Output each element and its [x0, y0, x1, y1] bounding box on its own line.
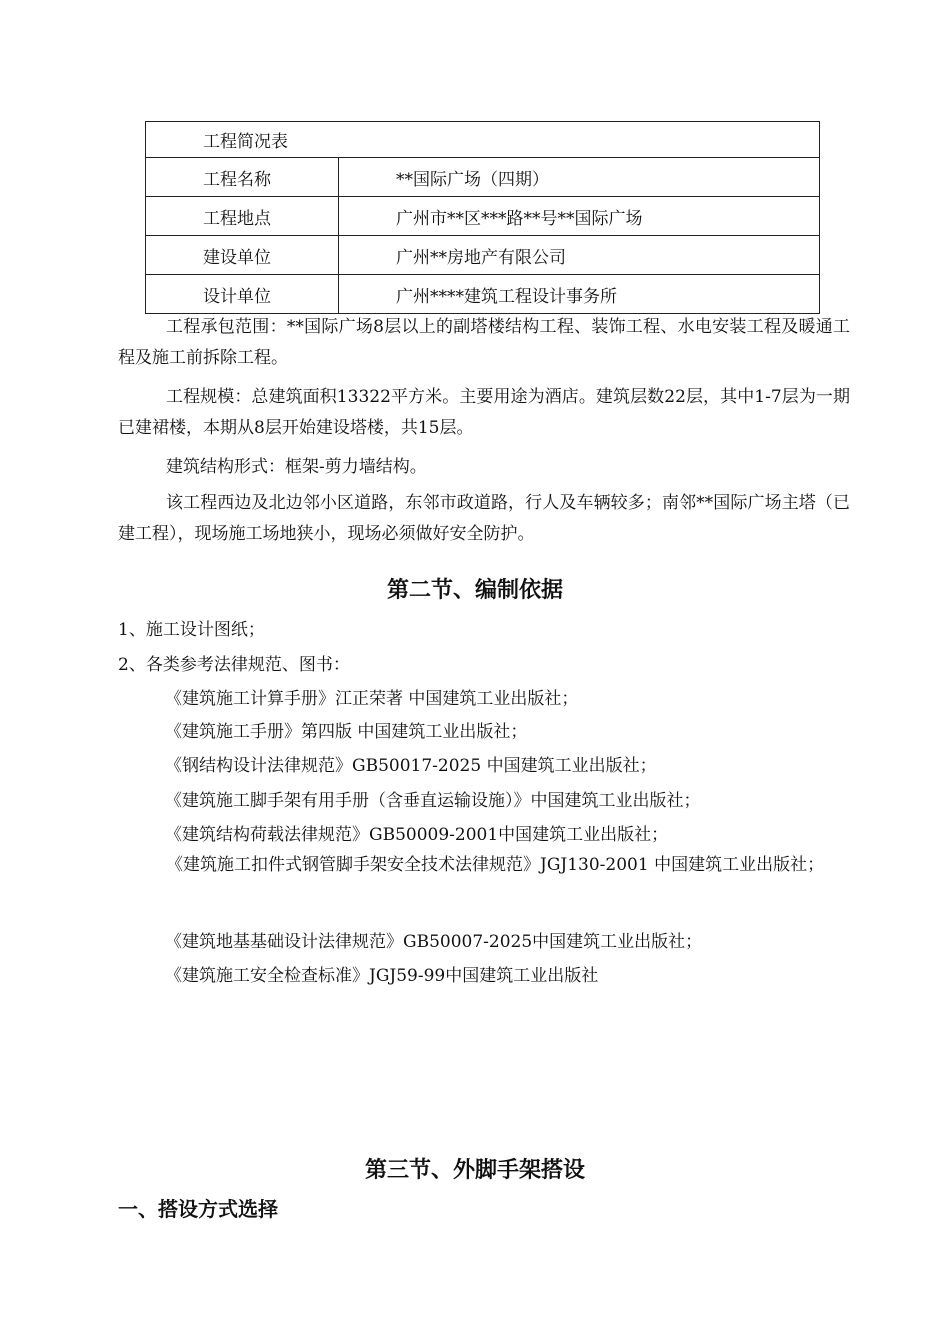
- row-value: 广州****建筑工程设计事务所: [339, 275, 820, 314]
- subsection-heading: 一、搭设方式选择: [118, 1197, 278, 1221]
- section3-heading: 第三节、外脚手架搭设: [364, 1158, 585, 1183]
- structure-text: 建筑结构形式：框架-剪力墙结构。: [166, 457, 427, 477]
- site-paragraph: [118, 488, 850, 550]
- reference-text: 《建筑施工扣件式钢管脚手架安全技术法律规范》JGJ130-2001 中国建筑工业出版社；: [166, 855, 825, 875]
- structure-paragraph: [118, 452, 850, 483]
- reference-item: 《钢结构设计法律规范》GB50017-2025 中国建筑工业出版社；: [165, 756, 657, 776]
- scale-text: 工程规模：总建筑面积13322平方米。主要用途为酒店。建筑层数22层，其中1-7层为一期已建裙楼，本期从8层开始建设塔楼，共15层。: [118, 387, 850, 438]
- scale-paragraph: [118, 382, 850, 444]
- scope-text: 工程承包范围：**国际广场8层以上的副塔楼结构工程、装饰工程、水电安装工程及暖通工程及施工前拆除工程。: [118, 317, 850, 368]
- site-text: 该工程西边及北边邻小区道路，东邻市政道路，行人及车辆较多；南邻**国际广场主塔（已建工程），现场施工场地狭小，现场必须做好安全防护。: [118, 493, 850, 544]
- row-value: 广州市**区***路**号**国际广场: [339, 197, 820, 236]
- row-label: 工程地点: [146, 197, 339, 236]
- row-label: 工程名称: [146, 158, 339, 197]
- section2-heading: 第二节、编制依据: [386, 578, 563, 603]
- table-row: [146, 275, 820, 314]
- reference-item: 《建筑地基基础设计法律规范》GB50007-2025中国建筑工业出版社；: [165, 932, 703, 952]
- reference-item: 《建筑施工计算手册》江正荣著 中国建筑工业出版社；: [165, 689, 579, 709]
- row-value: **国际广场（四期）: [339, 158, 820, 197]
- reference-item-wrapped: [118, 850, 850, 881]
- reference-item: 《建筑施工安全检查标准》JGJ59-99中国建筑工业出版社: [165, 966, 599, 986]
- basis-item-1: 1、施工设计图纸；: [118, 620, 265, 640]
- row-label: 设计单位: [146, 275, 339, 314]
- project-info-table: [145, 121, 820, 314]
- table-row: [146, 236, 820, 275]
- row-value: 广州**房地产有限公司: [339, 236, 820, 275]
- scope-paragraph: [118, 312, 850, 374]
- table-row: [146, 158, 820, 197]
- row-label: 建设单位: [146, 236, 339, 275]
- reference-item: 《建筑施工脚手架有用手册（含垂直运输设施）》中国建筑工业出版社；: [165, 791, 701, 811]
- reference-item: 《建筑结构荷载法律规范》GB50009-2001中国建筑工业出版社；: [165, 825, 669, 845]
- basis-item-2: 2、各类参考法律规范、图书：: [118, 655, 350, 675]
- reference-item: 《建筑施工手册》第四版 中国建筑工业出版社；: [165, 722, 528, 742]
- table-row: [146, 197, 820, 236]
- table-title: 工程简况表: [146, 122, 820, 158]
